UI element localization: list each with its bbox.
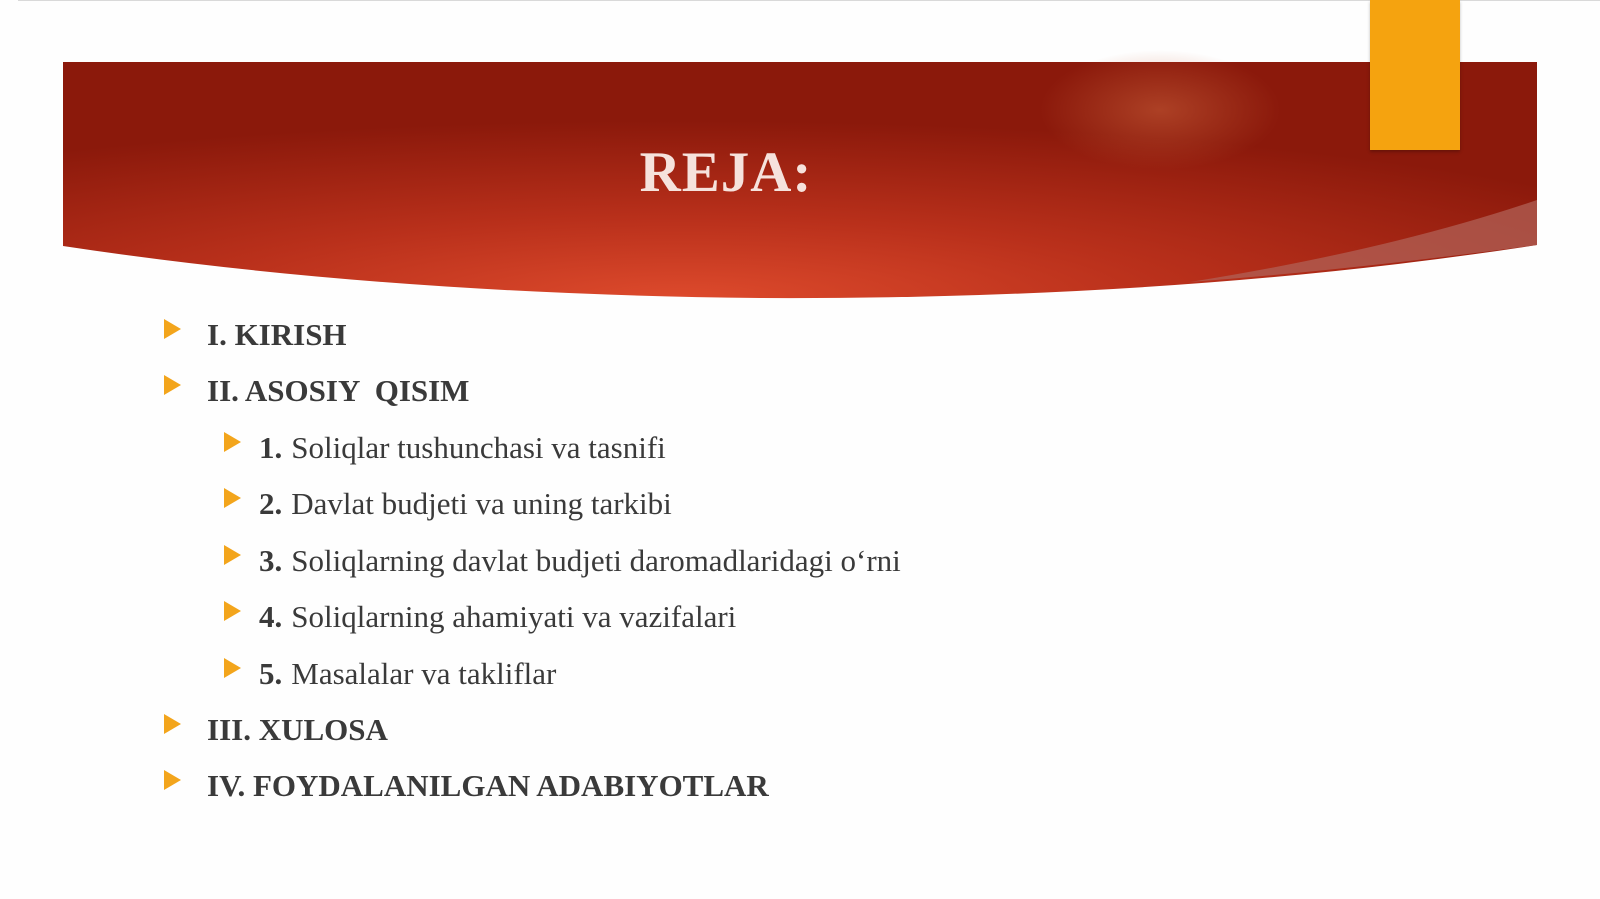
subitem-label: Soliqlarning davlat budjeti daromadlaridagi o‘rni (291, 543, 901, 578)
triangle-bullet-icon (164, 714, 181, 734)
agenda-item-adabiyotlar (164, 766, 769, 806)
triangle-bullet-icon (224, 488, 241, 508)
triangle-bullet-icon (164, 770, 181, 790)
triangle-bullet-icon (224, 601, 241, 621)
triangle-bullet-icon (224, 545, 241, 565)
agenda-subitem-1 (224, 428, 666, 468)
triangle-bullet-icon (164, 319, 181, 339)
agenda-item-label: III. XULOSA (207, 712, 388, 747)
agenda-item-kirish (164, 315, 347, 355)
subitem-label: Soliqlar tushunchasi va tasnifi (291, 430, 666, 465)
subitem-number: 3. (259, 543, 283, 578)
agenda-subitem-4 (224, 597, 736, 637)
agenda-subitem-3 (224, 541, 901, 581)
subitem-label: Davlat budjeti va uning tarkibi (291, 486, 672, 521)
agenda-item-label: IV. FOYDALANILGAN ADABIYOTLAR (207, 768, 769, 803)
agenda-item-xulosa (164, 710, 388, 750)
agenda-item-asosiy-qisim (164, 371, 469, 411)
subitem-number: 1. (259, 430, 283, 465)
agenda-item-label: II. ASOSIY QISIM (207, 373, 470, 408)
triangle-bullet-icon (224, 432, 241, 452)
triangle-bullet-icon (224, 658, 241, 678)
slide-title: REJA: (639, 141, 813, 204)
subitem-number: 5. (259, 656, 283, 691)
subitem-label: Masalalar va takliflar (291, 656, 557, 691)
subitem-label: Soliqlarning ahamiyati va vazifalari (291, 599, 737, 634)
subitem-number: 2. (259, 486, 283, 521)
agenda-item-label: I. KIRISH (207, 317, 347, 352)
subitem-number: 4. (259, 599, 283, 634)
agenda-subitem-5 (224, 654, 556, 694)
triangle-bullet-icon (164, 375, 181, 395)
agenda-subitem-2 (224, 484, 672, 524)
